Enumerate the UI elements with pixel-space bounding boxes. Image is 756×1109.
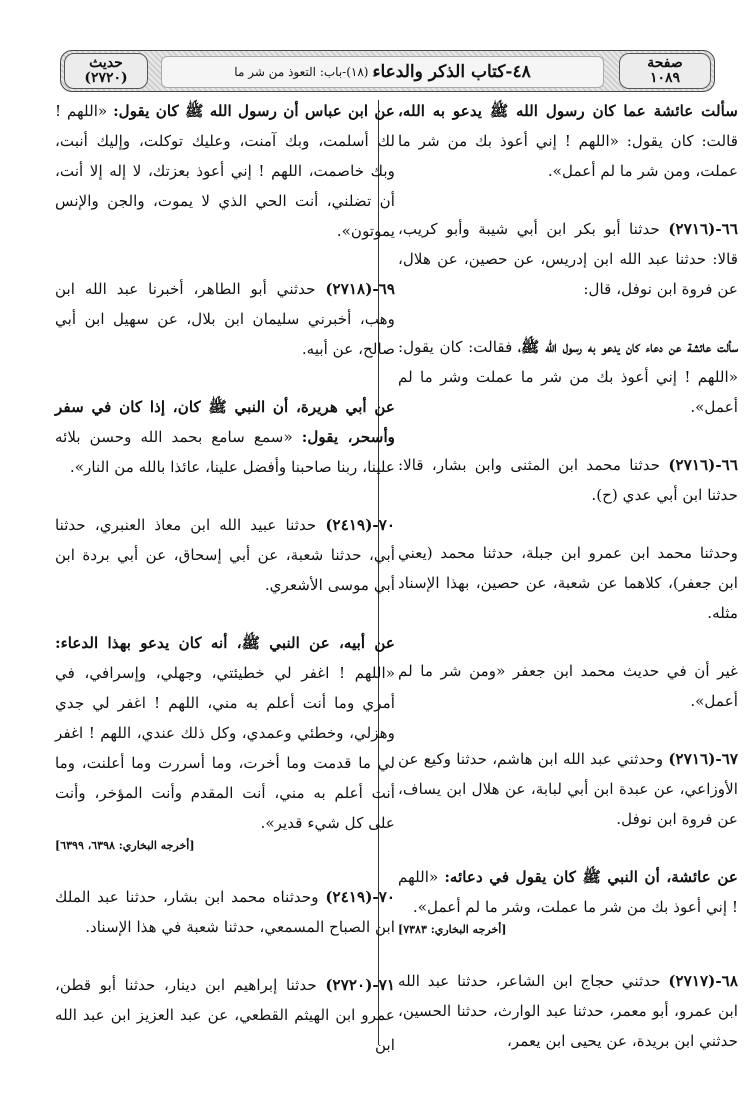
hadith-text: «سمع سامع بحمد الله وحسن بلائه علينا، ربنا صاحبنا وأفضل علينا، عائذا بالله من النار». [55,428,395,476]
running-title [161,56,604,88]
hadith-text: وحدثناه محمد ابن بشار، حدثنا عبد الملك ابن الصباح المسمعي، حدثنا شعبة في هذا الإسناد. [55,888,395,936]
hadith-lead: عن عائشة، أن النبي ﷺ كان يقول في دعائه: [444,868,738,886]
hadith-lead: ٦٨-(٢٧١٧) [668,972,738,990]
hadith-block [398,538,738,628]
hadith-block [55,392,395,482]
hadith-block [398,214,738,304]
hadith-block [398,966,738,1056]
page-header [60,50,715,92]
hadith-block [398,96,738,186]
hadith-lead: ٦٧-(٢٧١٦) [668,750,739,768]
source-reference: [أخرجه البخاري: ٧٣٨٣] [398,923,507,936]
hadith-text: قالت: كان يقول: «اللهم ! إني أعوذ بك من شر ما عملت، ومن شر ما لم أعمل». [398,132,738,180]
hadith-range: (٢٧٢٠) [84,70,128,86]
hadith-block [398,744,738,834]
hadith-block [398,332,738,422]
hadith-lead: ٧١-(٢٧٢٠) [325,976,396,994]
hadith-text: غير أن في حديث محمد ابن جعفر «ومن شر ما لم أعمل». [398,662,738,710]
hadith-text: «اللهم ! لك أسلمت، وبك آمنت، وعليك توكلت، وإليك أنبت، وبك خاصمت، اللهم ! إني أعوذ بعزتك، لا إله إلا أنت، أن تضلني، أنت الحي الذي لا يموت، والجن والإنس يموتون». [55,102,395,240]
hadith-text: حدثنا محمد ابن المثنى وابن بشار، قالا: حدثنا ابن أبي عدي (ح). [398,456,738,504]
hadith-text: حدثنا إبراهيم ابن دينار، حدثنا أبو قطن، عمرو ابن الهيثم القطعي، عن عبد العزيز ابن عبد الله ابن [55,976,395,1054]
page-number-box [619,53,711,89]
hadith-label: حديث [89,55,123,72]
hadith-lead: ٦٩-(٢٧١٨) [325,280,396,298]
hadith-lead: ٦٦-(٢٧١٦) [668,220,738,238]
hadith-text: «اللهم ! اغفر لي خطيئتي، وجهلي، وإسرافي، في أمري وما أنت أعلم به مني، اللهم ! اغفر لي جدي وهزلي، وخطئي وعمدي، وكل ذلك عندي، اللهم ! اغفر لي ما قدمت وما أخرت، وما أسررت وما أعلنت، وما أنت أعلم به مني، أنت المقدم وأنت المؤخر، وأنت على كل شيء قدير». [55,664,395,832]
hadith-number-box [64,53,148,89]
hadith-text: حدثنا عبيد الله ابن معاذ العنبري، حدثنا أبي، حدثنا شعبة، عن أبي إسحاق، عن أبي بردة ابن أبي موسى الأشعري. [55,516,395,594]
hadith-block [55,628,395,854]
hadith-text: وحدثنا محمد ابن عمرو ابن جبلة، حدثنا محمد (يعني ابن جعفر)، كلاهما عن شعبة، عن حصين، بهذا الإسناد مثله. [398,544,738,622]
left-column [55,96,395,1056]
hadith-text: «اللهم ! إني أعوذ بك من شر ما عملت، وشر ما لم أعمل». [398,868,738,916]
hadith-block [55,882,395,942]
hadith-lead: عن ابن عباس أن رسول الله ﷺ كان يقول: [113,102,395,120]
hadith-block [398,656,738,716]
hadith-block [55,970,395,1060]
hadith-lead: ٦٦-(٢٧١٦) [668,456,738,474]
hadith-lead: عن أبي هريرة، أن النبي ﷺ كان، إذا كان في سفر وأسحر، يقول: [55,398,396,446]
hadith-block [55,96,395,246]
hadith-block [398,862,738,938]
hadith-block [398,450,738,510]
hadith-text: حدثني أبو الطاهر، أخبرنا عبد الله ابن وهب، أخبرني سليمان ابن بلال، عن سهيل ابن أبي صالح، عن أبيه. [55,280,395,358]
hadith-text: فقالت: كان يقول: «اللهم ! إني أعوذ بك من شر ما عملت وشر ما لم أعمل». [398,338,738,416]
hadith-block [55,274,395,364]
book-title: ٤٨-كتاب الذكر والدعاء [372,62,531,82]
hadith-block [55,510,395,600]
chapter-title: (١٨)-باب: التعوذ من شر ما [234,65,369,79]
page-number: ١٠٨٩ [649,70,681,86]
hadith-lead: سألت عائشة عن دعاء كان يدعو به رسول الله ﷺ، [517,338,738,356]
hadith-lead: عن أبيه، عن النبي ﷺ، أنه كان يدعو بهذا الدعاء: [55,634,395,652]
hadith-text: وحدثني عبد الله ابن هاشم، حدثنا وكيع عن الأوزاعي، عن عبدة ابن أبي لبابة، عن هلال ابن يساف، عن فروة ابن نوفل. [398,750,738,828]
source-reference: [أخرجه البخاري: ٦٣٩٨، ٦٣٩٩] [55,839,195,852]
hadith-text: حدثنا أبو بكر ابن أبي شيبة وأبو كريب، قالا: حدثنا عبد الله ابن إدريس، عن حصين، عن هلال، عن فروة ابن نوفل، قال: [398,220,738,298]
hadith-text: حدثني حجاج ابن الشاعر، حدثنا عبد الله ابن عمرو، أبو معمر، حدثنا عبد الوارث، حدثنا الحسين، حدثني ابن بريدة، عن يحيى ابن يعمر، [398,972,738,1050]
hadith-lead: ٧٠-(٢٤١٩) [325,516,396,534]
hadith-lead: سألت عائشة عما كان رسول الله ﷺ يدعو به الله، [398,102,738,120]
page-label: صفحة [647,55,683,72]
hadith-lead: ٧٠-(٢٤١٩) [325,888,396,906]
right-column [398,96,738,1056]
